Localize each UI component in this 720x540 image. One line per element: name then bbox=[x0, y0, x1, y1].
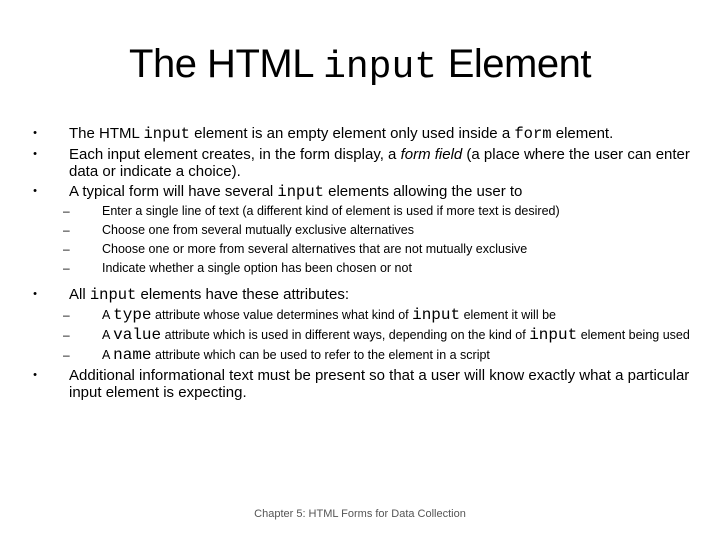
bullet-text: (a place where the user can enter data or indicate a choice). bbox=[69, 146, 690, 180]
sub-item-text: A bbox=[102, 328, 114, 342]
sub-item-text: Indicate whether a single option has been chosen or not bbox=[102, 261, 412, 275]
code-word: form bbox=[514, 125, 552, 143]
dash-glyph: – bbox=[63, 348, 70, 362]
bullet-item bbox=[30, 286, 690, 304]
dash-glyph: – bbox=[63, 223, 70, 237]
bullet-dot: • bbox=[33, 288, 37, 300]
dash-glyph: – bbox=[63, 261, 70, 275]
sub-item-text: Enter a single line of text (a different kind of element is used if more text is desired) bbox=[102, 204, 560, 218]
sub-item bbox=[30, 261, 690, 276]
title-code: input bbox=[323, 46, 438, 89]
bullet-text: The HTML bbox=[69, 125, 144, 142]
code-word: input bbox=[89, 286, 137, 304]
bullet-item bbox=[30, 125, 690, 143]
bullet-dot: • bbox=[33, 127, 37, 139]
bullet-text: All bbox=[69, 286, 90, 303]
bullet-text: elements have these attributes: bbox=[136, 286, 349, 303]
slide-body bbox=[30, 125, 690, 404]
bullet-text: element. bbox=[551, 125, 614, 142]
dash-glyph: – bbox=[63, 308, 70, 322]
sub-list-attributes bbox=[30, 307, 690, 363]
code-word: value bbox=[113, 326, 162, 344]
bullet-text: element is an empty element only used inside a bbox=[189, 125, 515, 142]
sub-item-text: A bbox=[102, 348, 114, 362]
sub-item-text: Choose one or more from several alternatives that are not mutually exclusive bbox=[102, 242, 528, 256]
sub-item bbox=[30, 347, 690, 363]
dash-glyph: – bbox=[63, 242, 70, 256]
sub-list-choices bbox=[30, 204, 690, 276]
sub-item bbox=[30, 327, 690, 343]
bullet-dot: • bbox=[33, 148, 37, 160]
sub-item-text: element it will be bbox=[460, 308, 556, 322]
title-text-post: Element bbox=[437, 42, 591, 86]
dash-glyph: – bbox=[63, 204, 70, 218]
sub-item-text: attribute whose value determines what kind of bbox=[151, 308, 413, 322]
bullet-dot: • bbox=[33, 185, 37, 197]
code-word: input bbox=[277, 183, 324, 201]
sub-item-text: A bbox=[102, 308, 114, 322]
code-word: name bbox=[113, 346, 152, 364]
slide-footer: Chapter 5: HTML Forms for Data Collection bbox=[254, 508, 466, 520]
sub-item-text: attribute which can be used to refer to the element in a script bbox=[151, 348, 490, 362]
bullet-item bbox=[30, 146, 690, 180]
code-word: input bbox=[412, 306, 461, 324]
bullet-item bbox=[30, 367, 690, 401]
sub-item-text: element being used bbox=[577, 328, 690, 342]
slide-title bbox=[0, 38, 720, 94]
code-word: input bbox=[143, 125, 190, 143]
sub-item bbox=[30, 307, 690, 323]
dash-glyph: – bbox=[63, 328, 70, 342]
sub-item bbox=[30, 204, 690, 219]
bullet-dot: • bbox=[33, 369, 37, 381]
sub-item bbox=[30, 223, 690, 238]
emphasis-text: form field bbox=[400, 146, 463, 163]
title-text-pre: The HTML bbox=[129, 42, 324, 86]
bullet-text: Each input element creates, in the form display, a bbox=[69, 146, 401, 163]
bullet-text: A typical form will have several bbox=[69, 183, 278, 200]
code-word: type bbox=[113, 306, 152, 324]
bullet-text: elements allowing the user to bbox=[323, 183, 523, 200]
bullet-text: Additional informational text must be present so that a user will know exactly what a particular input element is expecting. bbox=[69, 367, 690, 401]
sub-item bbox=[30, 242, 690, 257]
sub-item-text: Choose one from several mutually exclusive alternatives bbox=[102, 223, 414, 237]
code-word: input bbox=[529, 326, 578, 344]
bullet-item bbox=[30, 183, 690, 201]
sub-item-text: attribute which is used in different ways, depending on the kind of bbox=[161, 328, 530, 342]
